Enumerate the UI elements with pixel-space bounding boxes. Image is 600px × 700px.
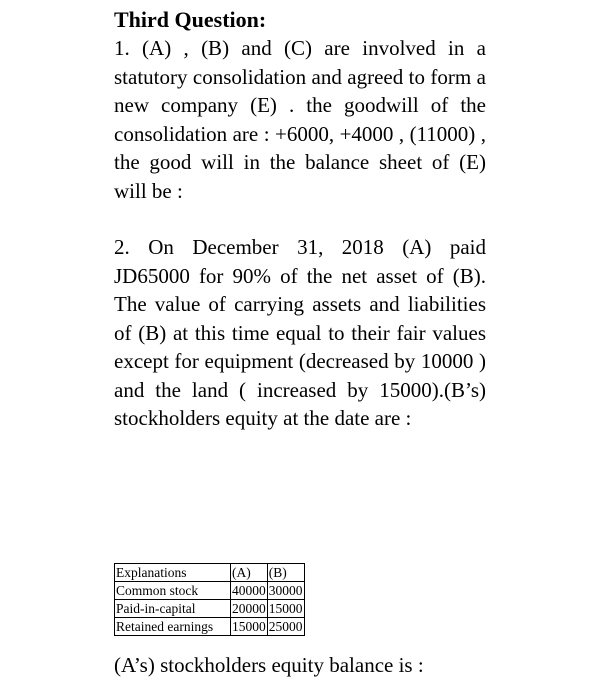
row-label: Common stock <box>115 582 231 600</box>
question-block <box>114 6 486 433</box>
row-value-b: 30000 <box>268 583 303 598</box>
row-value-a: 40000 <box>232 583 266 598</box>
row-label: Paid-in-capital <box>115 600 231 618</box>
question-item-1: 1. (A) , (B) and (C) are involved in a statutory consolidation and agreed to form a new company (E) . the goodwill of the consolidation are : +6000, +4000 , (11000) , the good will in the balance sheet of (E) will be : <box>114 36 486 203</box>
row-value-a: 20000 <box>232 601 266 616</box>
row-label: Retained earnings <box>115 618 231 636</box>
question-heading: Third Question: <box>114 7 267 32</box>
footer-text: (A’s) stockholders equity balance is : <box>114 653 424 677</box>
equity-table <box>114 563 305 636</box>
row-value-b: 15000 <box>268 601 303 616</box>
table-header-row <box>115 564 305 582</box>
header-a: (A) <box>231 564 268 582</box>
table-row <box>115 582 305 600</box>
header-explanations: Explanations <box>115 564 231 582</box>
table-row <box>115 618 305 636</box>
table-row <box>115 600 305 618</box>
row-value-b: 25000 <box>268 619 303 634</box>
header-b: (B) <box>267 564 304 582</box>
row-value-a: 15000 <box>232 619 266 634</box>
question-item-2: 2. On December 31, 2018 (A) paid JD65000 for 90% of the net asset of (B). The value of carrying assets and liabilities of (B) at this time equal to their fair values except for equipment (decreased by 10000 ) and the land ( increased by 15000).(B’s) stockholders equity at the date are : <box>114 235 486 430</box>
